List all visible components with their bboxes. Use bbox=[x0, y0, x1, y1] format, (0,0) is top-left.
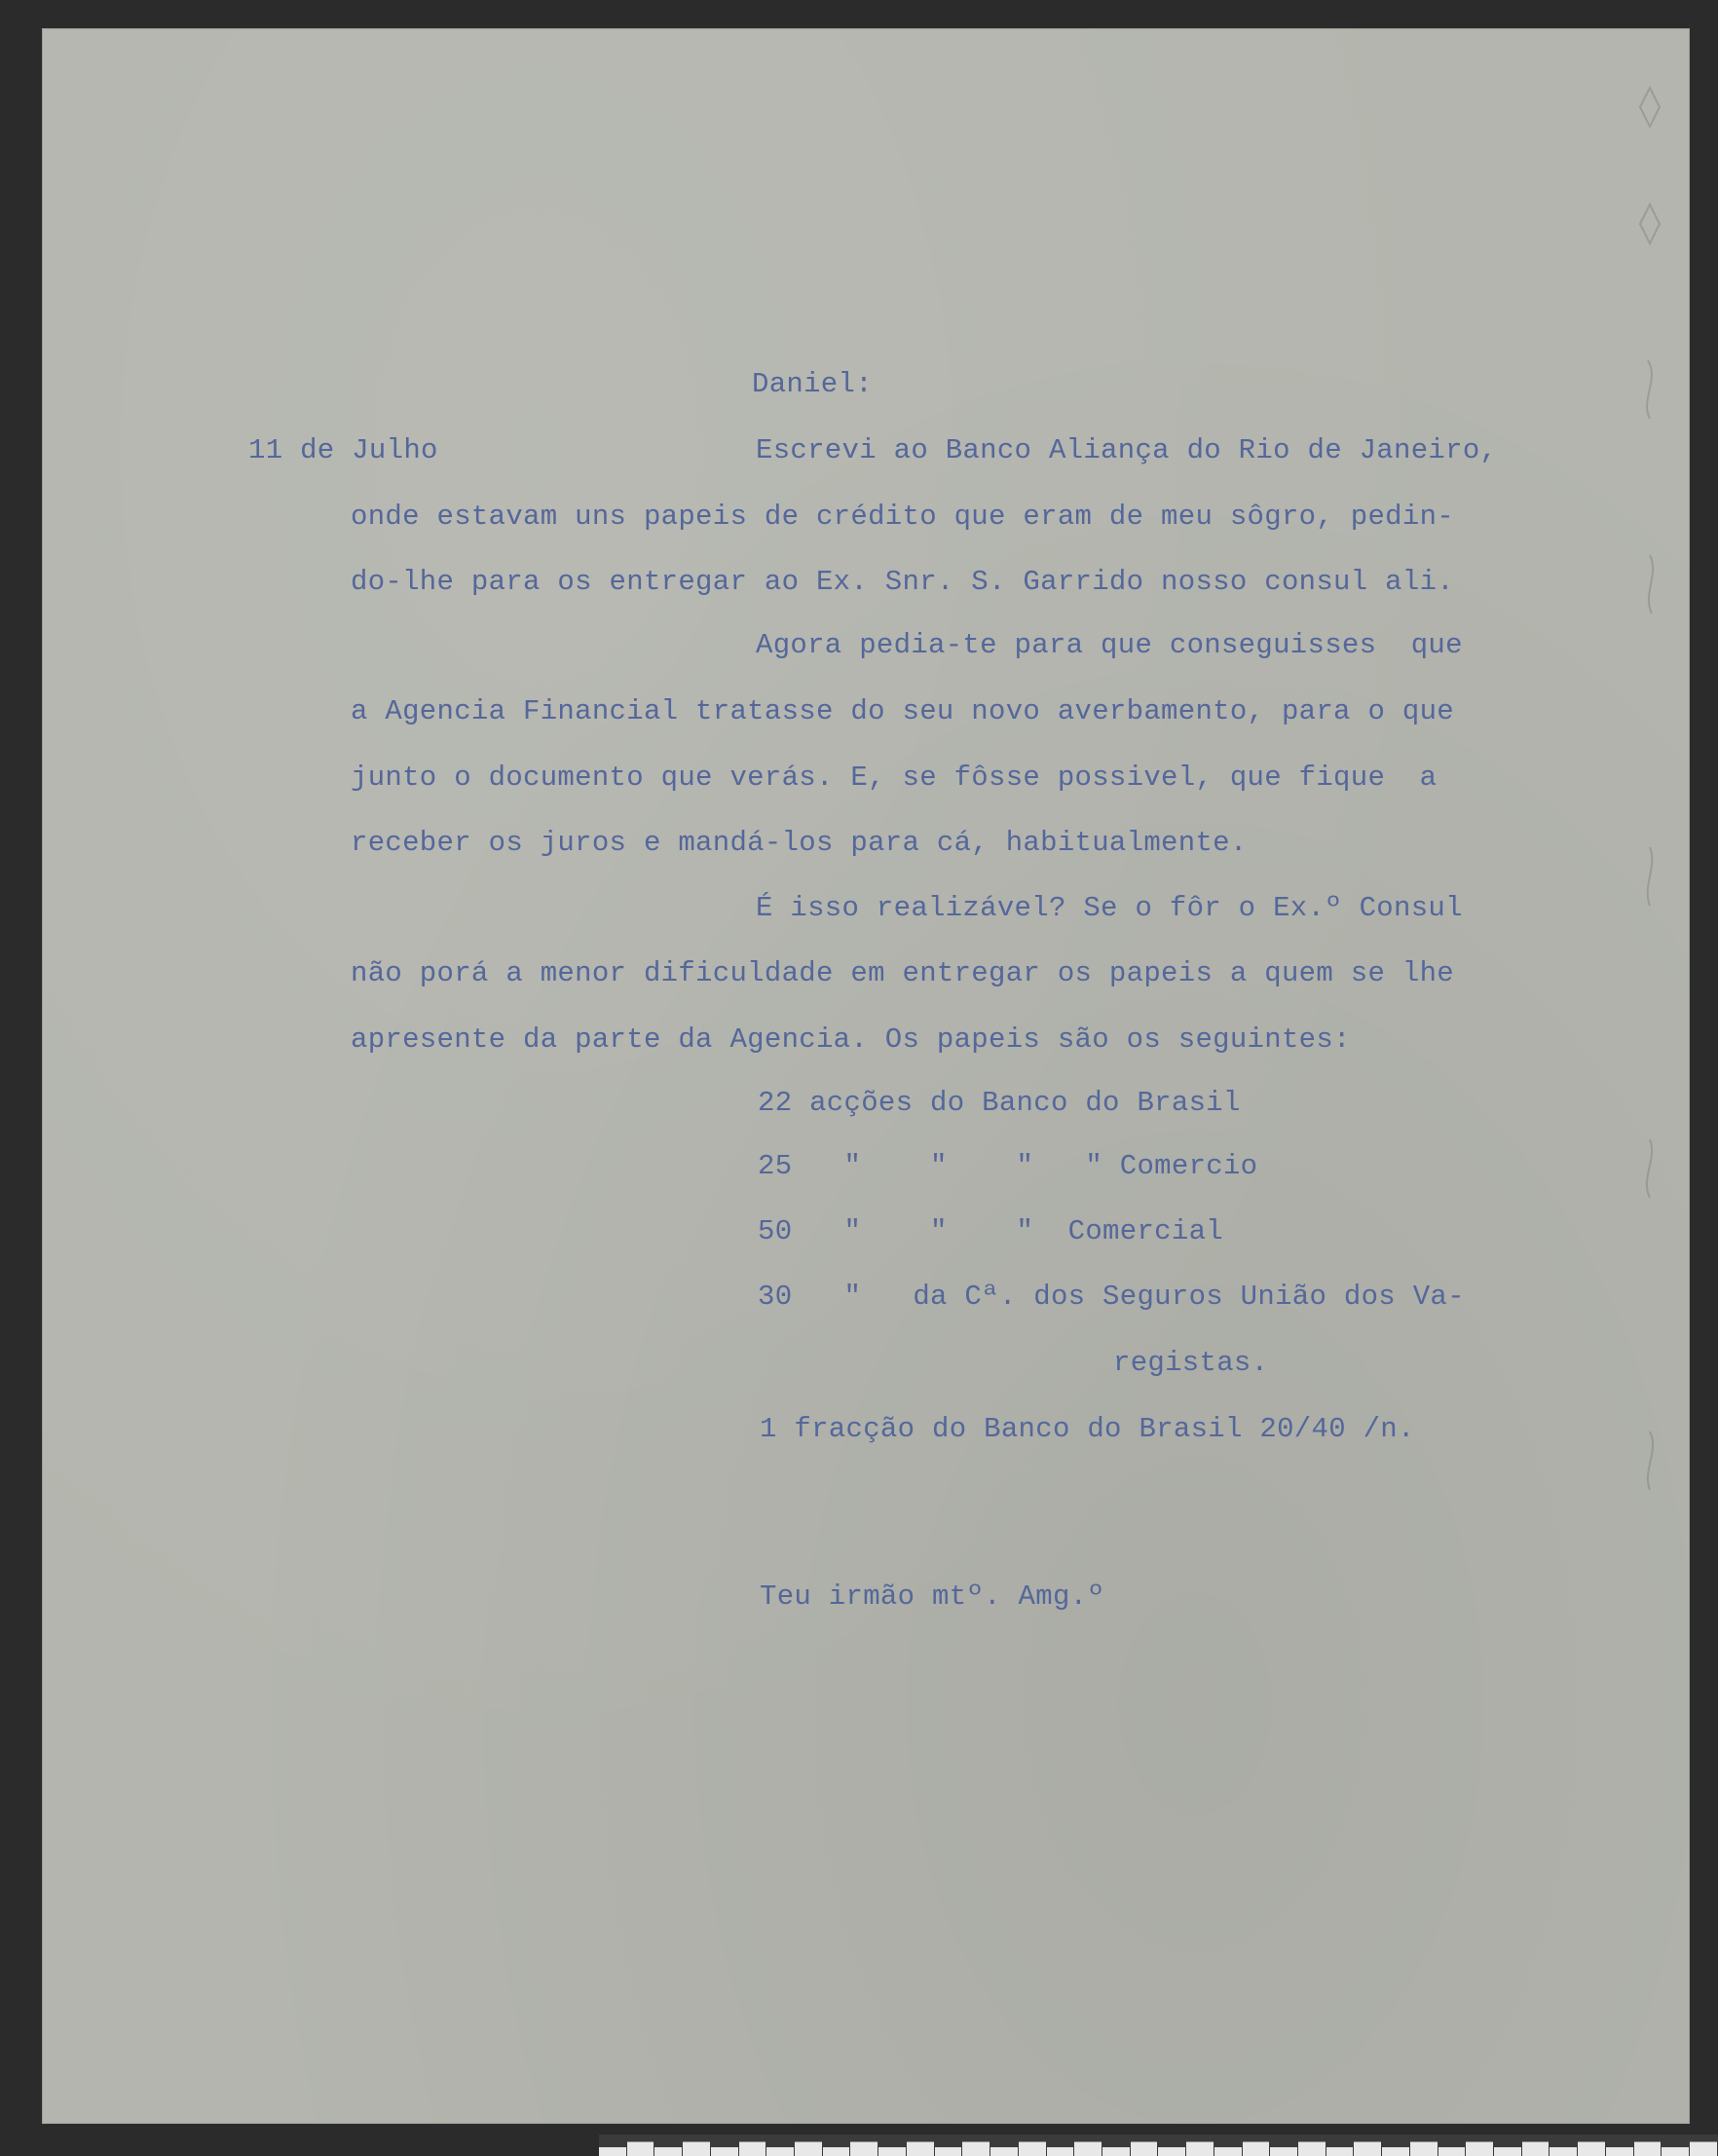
body-line: apresente da parte da Agencia. Os papeis são os seguintes: bbox=[351, 1023, 1351, 1056]
body-line: É isso realizável? Se o fôr o Ex.º Consul bbox=[756, 892, 1463, 924]
body-line: junto o documento que verás. E, se fôsse possivel, que fique a bbox=[351, 762, 1438, 794]
closing: Teu irmão mtº. Amg.º bbox=[760, 1580, 1105, 1613]
scale-ruler bbox=[599, 2135, 1718, 2156]
salutation: Daniel: bbox=[752, 368, 873, 400]
edge-marks bbox=[1621, 68, 1679, 1724]
letter-date: 11 de Julho bbox=[248, 434, 438, 466]
body-line: do-lhe para os entregar ao Ex. Snr. S. Garrido nosso consul ali. bbox=[351, 566, 1454, 598]
list-item: 1 fracção do Banco do Brasil 20/40 /n. bbox=[760, 1413, 1415, 1445]
body-line: não porá a menor dificuldade em entregar os papeis a quem se lhe bbox=[351, 957, 1454, 989]
list-item: 22 acções do Banco do Brasil bbox=[758, 1087, 1241, 1119]
list-item: 50 " " " Comercial bbox=[758, 1215, 1223, 1247]
body-line: onde estavam uns papeis de crédito que eram de meu sôgro, pedin- bbox=[351, 501, 1454, 533]
list-item: 25 " " " " Comercio bbox=[758, 1150, 1258, 1182]
letter-page bbox=[43, 29, 1689, 2123]
body-line: a Agencia Financial tratasse do seu novo averbamento, para o que bbox=[351, 695, 1454, 727]
body-line: receber os juros e mandá-los para cá, habitualmente. bbox=[351, 827, 1248, 859]
body-line: Escrevi ao Banco Aliança do Rio de Janeiro, bbox=[756, 434, 1498, 466]
list-item: 30 " da Cª. dos Seguros União dos Va- bbox=[758, 1281, 1465, 1313]
list-item: registas. bbox=[1113, 1347, 1269, 1379]
body-line: Agora pedia-te para que conseguisses que bbox=[756, 629, 1463, 661]
